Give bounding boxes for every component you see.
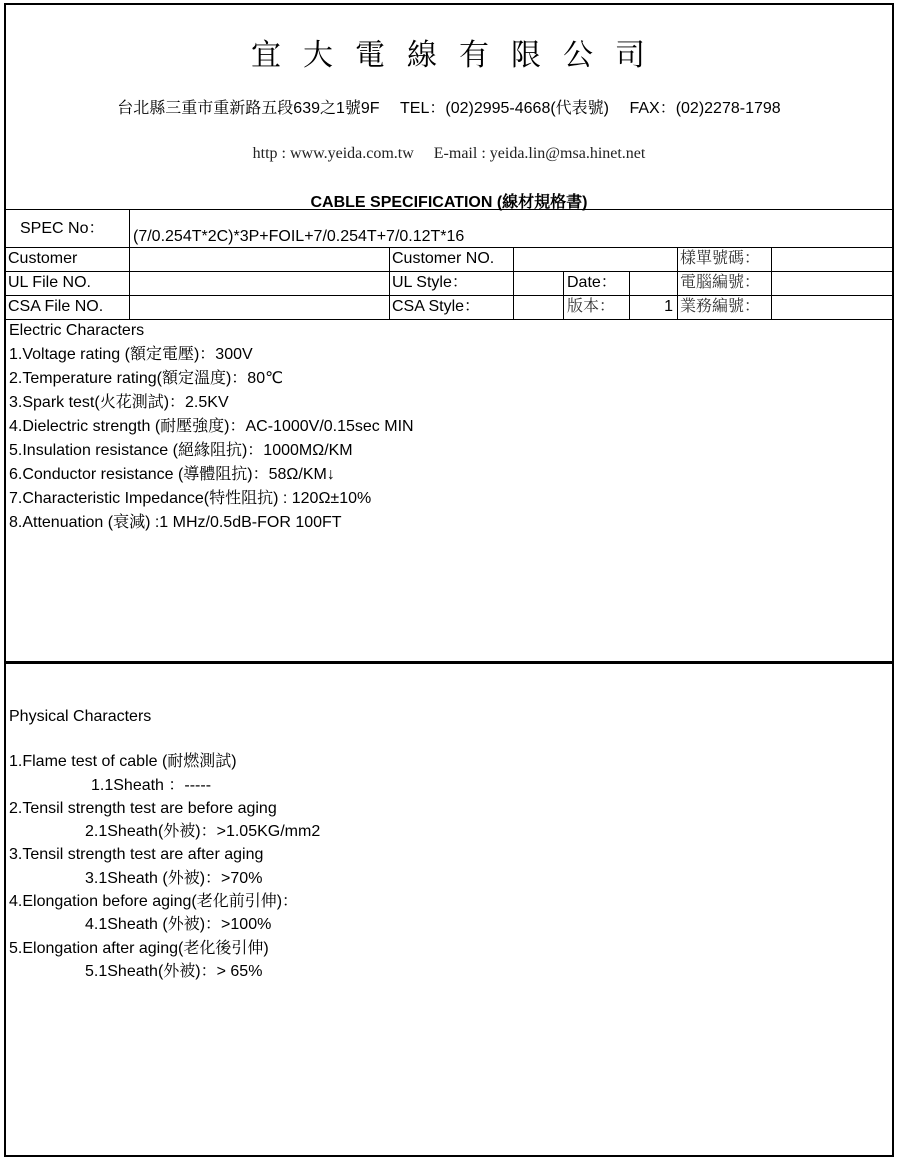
list-item: 4.1Sheath (外被)：>100% bbox=[85, 916, 272, 934]
divider bbox=[513, 247, 514, 319]
computer-no-label: 電腦編號： bbox=[680, 274, 761, 291]
website: http : www.yeida.com.tw bbox=[252, 145, 414, 162]
list-item: 2.Tensil strength test are before aging bbox=[9, 799, 277, 817]
list-item: 8.Attenuation (衰減) :1 MHz/0.5dB-FOR 100FT bbox=[9, 514, 342, 531]
list-item: 3.1Sheath (外被)：>70% bbox=[85, 869, 263, 887]
list-item: 3.Tensil strength test are after aging bbox=[9, 846, 264, 864]
list-item: 2.1Sheath(外被)：>1.05KG/mm2 bbox=[85, 823, 321, 841]
customer-label: Customer bbox=[8, 250, 78, 267]
spec-value: (7/0.254T*2C)*3P+FOIL+7/0.254T+7/0.12T*16 bbox=[133, 228, 465, 245]
divider bbox=[677, 247, 678, 319]
version-value: 1 bbox=[664, 298, 673, 315]
divider bbox=[129, 209, 130, 319]
electric-characters bbox=[9, 319, 414, 535]
divider bbox=[563, 271, 564, 319]
list-item: 4.Elongation before aging(老化前引伸)： bbox=[9, 893, 299, 911]
date-label: Date： bbox=[567, 274, 617, 291]
company-name: 宜大電線有限公司 bbox=[251, 38, 667, 73]
section-divider bbox=[6, 661, 892, 664]
document-title: CABLE SPECIFICATION (線材規格書) bbox=[310, 194, 588, 211]
list-item: 4.Dielectric strength (耐壓強度)：AC-1000V/0.15sec MIN bbox=[9, 418, 414, 435]
sales-no-label: 業務編號： bbox=[680, 298, 761, 315]
list-item: 1.Voltage rating (額定電壓)：300V bbox=[9, 346, 253, 363]
version-label: 版本： bbox=[567, 298, 616, 315]
divider bbox=[771, 247, 772, 319]
physical-characters bbox=[9, 705, 320, 983]
fax: FAX：(02)2278-1798 bbox=[629, 100, 781, 117]
address: 台北縣三重市重新路五段639之1號9F bbox=[117, 100, 380, 117]
ul-file-label: UL File NO. bbox=[8, 274, 91, 291]
tel: TEL：(02)2995-4668(代表號) bbox=[400, 100, 610, 117]
list-item: 5.Elongation after aging(老化後引伸) bbox=[9, 939, 269, 957]
csa-style-label: CSA Style： bbox=[392, 298, 481, 315]
email: E-mail : yeida.lin@msa.hinet.net bbox=[433, 145, 646, 162]
divider bbox=[6, 209, 892, 210]
csa-file-label: CSA File NO. bbox=[8, 298, 104, 315]
electric-heading: Electric Characters bbox=[9, 322, 145, 339]
divider bbox=[389, 247, 390, 319]
list-item: 3.Spark test(火花測試)：2.5KV bbox=[9, 394, 229, 411]
address-line bbox=[6, 95, 892, 118]
sample-no-label: 樣單號碼： bbox=[680, 250, 761, 267]
web-line bbox=[6, 145, 892, 163]
list-item: 5.Insulation resistance (絕緣阻抗)：1000MΩ/KM bbox=[9, 442, 353, 459]
list-item: 6.Conductor resistance (導體阻抗)：58Ω/KM↓ bbox=[9, 466, 335, 483]
customer-no-label: Customer NO. bbox=[392, 250, 495, 267]
spacer bbox=[9, 728, 320, 750]
list-item: 5.1Sheath(外被)：> 65% bbox=[85, 962, 263, 980]
list-item: 2.Temperature rating(額定溫度)：80℃ bbox=[9, 370, 284, 387]
list-item: 1.1Sheath ：----- bbox=[91, 776, 212, 794]
spec-sheet bbox=[4, 3, 894, 1157]
ul-style-label: UL Style： bbox=[392, 274, 468, 291]
list-item: 7.Characteristic Impedance(特性阻抗) : 120Ω±10% bbox=[9, 490, 372, 507]
physical-heading: Physical Characters bbox=[9, 708, 152, 725]
spec-label: SPEC No： bbox=[20, 220, 105, 237]
list-item: 1.Flame test of cable (耐燃測試) bbox=[9, 753, 237, 771]
